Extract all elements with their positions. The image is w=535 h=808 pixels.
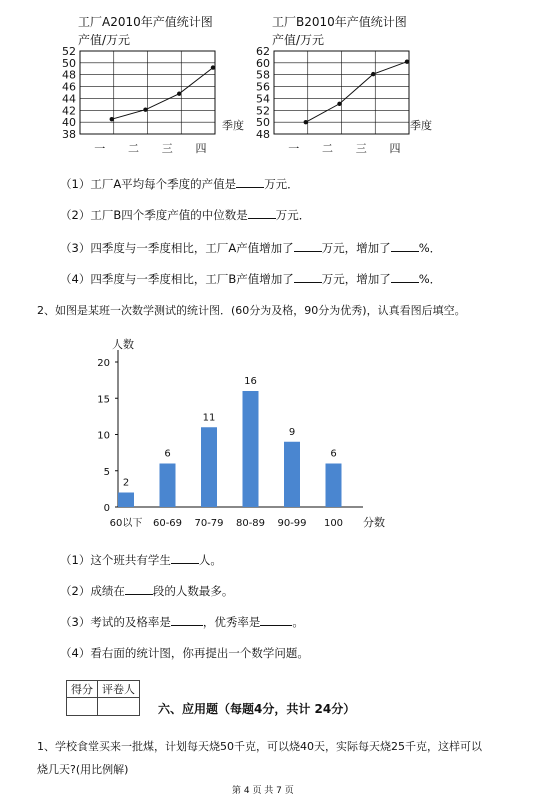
data-label: 2 [122, 477, 130, 489]
bar [160, 464, 176, 508]
score-box [66, 680, 140, 716]
factory-a-line-chart [40, 10, 255, 160]
score-cell[interactable] [67, 698, 98, 716]
chart-b-ylabel: 产值/万元 [272, 33, 325, 47]
data-point [211, 65, 215, 69]
bar [326, 464, 342, 508]
question-text: （3）考试的及格率是 [60, 615, 171, 629]
application-problem-1-line1: 1、学校食堂买来一批煤，计划每天烧50千克，可以烧40天，实际每天烧25千克，这样可以 [37, 740, 482, 753]
question-2-2 [60, 583, 233, 599]
data-label: 6 [164, 448, 171, 460]
x-tick-label: 一 [288, 142, 300, 155]
y-tick-label: 15 [97, 394, 110, 406]
answer-blank[interactable] [125, 583, 153, 595]
question-text: %． [418, 241, 442, 255]
y-tick-label: 20 [97, 358, 110, 369]
bar-chart-y-ticks [97, 358, 118, 514]
answer-blank[interactable] [171, 614, 203, 626]
answer-blank[interactable] [391, 271, 419, 283]
bar-chart-ylabel: 人数 [112, 338, 134, 351]
y-tick-label: 56 [256, 80, 270, 94]
score-bar-chart [80, 330, 400, 535]
question-text: 万元，增加了 [321, 272, 391, 286]
question-2-3 [60, 614, 304, 630]
question-1-3 [60, 240, 441, 256]
bar-chart-x-ticks [110, 517, 343, 529]
y-tick-label: 48 [256, 128, 270, 141]
answer-blank[interactable] [248, 207, 276, 219]
data-label: 16 [244, 376, 257, 387]
question-text: （1）这个班共有学生 [60, 553, 171, 567]
y-tick-label: 38 [62, 128, 76, 141]
y-tick-label: 50 [256, 116, 270, 130]
chart-a-grid [80, 51, 215, 134]
data-point [371, 72, 375, 76]
factory-b-line-chart [234, 10, 449, 160]
question-1-2 [60, 207, 310, 223]
grader-cell[interactable] [98, 698, 140, 716]
chart-a-y-ticks [62, 45, 76, 141]
question-1-1 [60, 176, 299, 192]
data-point [143, 107, 147, 111]
chart-a-x-ticks [94, 142, 206, 155]
x-tick-label: 三 [355, 142, 367, 155]
data-label: 11 [202, 412, 216, 424]
question-text: 万元，增加了 [321, 241, 391, 255]
x-tick-label: 二 [322, 142, 333, 155]
answer-blank[interactable] [260, 614, 292, 626]
x-tick-label: 80-89 [235, 518, 266, 529]
bar-chart-bars [118, 391, 342, 507]
section-6-title: 六、应用题（每题4分，共计 24分） [158, 702, 356, 716]
x-tick-label: 四 [195, 142, 207, 155]
y-tick-label: 42 [62, 104, 76, 118]
application-problem-1-line2: 烧几天?(用比例解) [37, 763, 129, 776]
y-tick-label: 46 [62, 80, 76, 94]
question-text: （4）四季度与一季度相比，工厂B产值增加了 [60, 272, 294, 286]
grader-label: 评卷人 [98, 681, 140, 698]
data-point [304, 120, 308, 124]
chart-b-xlabel: 季度 [410, 119, 432, 132]
y-tick-label: 44 [62, 92, 76, 106]
chart-a-ylabel: 产值/万元 [78, 33, 131, 47]
answer-blank[interactable] [294, 240, 322, 252]
chart-b-grid [274, 51, 409, 134]
question-text: 段的人数最多。 [152, 584, 234, 598]
bar [284, 442, 300, 507]
data-point [405, 59, 409, 63]
question-text: ，优秀率是 [202, 615, 261, 629]
page-footer: 第 4 页 共 7 页 [232, 786, 294, 796]
score-label: 得分 [67, 681, 98, 698]
answer-blank[interactable] [391, 240, 419, 252]
question-2-1 [60, 552, 222, 568]
x-tick-label: 60-69 [152, 518, 183, 529]
data-point [337, 102, 341, 106]
question-text: 。 [292, 615, 304, 629]
chart-a-title: 工厂A2010年产值统计图 [78, 15, 213, 29]
data-label: 9 [288, 426, 296, 438]
chart-b-title: 工厂B2010年产值统计图 [272, 15, 407, 29]
y-tick-label: 62 [256, 45, 270, 58]
question-text: 万元． [264, 177, 299, 191]
problem-2-stem: 2、如图是某班一次数学测试的统计图．(60分为及格，90分为优秀)，认真看图后填空。 [37, 304, 466, 317]
question-text: %． [418, 272, 442, 286]
y-tick-label: 52 [62, 45, 76, 58]
question-2-4: （4）看右面的统计图，你再提出一个数学问题。 [60, 646, 309, 660]
question-text: （3）四季度与一季度相比，工厂A产值增加了 [60, 241, 294, 255]
question-1-4 [60, 271, 441, 287]
data-point [177, 91, 181, 95]
data-point [110, 117, 114, 121]
chart-b-series-line [306, 62, 407, 122]
question-text: （2）成绩在 [60, 584, 125, 598]
x-tick-label: 三 [161, 142, 173, 155]
chart-b-x-ticks [288, 142, 400, 155]
y-tick-label: 52 [256, 104, 270, 118]
x-tick-label: 70-79 [194, 518, 224, 529]
answer-blank[interactable] [294, 271, 322, 283]
y-tick-label: 50 [62, 56, 76, 70]
x-tick-label: 一 [94, 142, 106, 155]
y-tick-label: 58 [256, 68, 270, 82]
y-tick-label: 48 [62, 68, 76, 82]
y-tick-label: 10 [97, 430, 110, 442]
chart-b-y-ticks [256, 45, 270, 141]
question-text: 万元． [275, 208, 311, 222]
y-tick-label: 40 [62, 116, 76, 130]
answer-blank[interactable] [171, 552, 199, 564]
x-tick-label: 100 [323, 518, 344, 529]
question-text: （2）工厂B四个季度产值的中位数是 [60, 208, 248, 222]
chart-a-xlabel: 季度 [222, 119, 244, 132]
y-tick-label: 5 [103, 466, 110, 478]
chart-a-points [110, 65, 216, 121]
bar-chart-xlabel: 分数 [363, 516, 385, 529]
x-tick-label: 四 [389, 142, 401, 155]
bar [243, 391, 259, 507]
question-text: （1）工厂A平均每个季度的产值是 [60, 177, 237, 191]
chart-a-series-line [112, 68, 213, 120]
x-tick-label: 二 [128, 142, 139, 155]
bar [201, 427, 217, 507]
y-tick-label: 60 [256, 56, 270, 70]
y-tick-label: 54 [256, 92, 270, 106]
x-tick-label: 90-99 [277, 518, 307, 529]
y-tick-label: 0 [103, 503, 110, 514]
bar-chart-data-labels [123, 376, 337, 489]
data-label: 6 [330, 448, 337, 460]
question-text: 人。 [198, 553, 222, 567]
bar [118, 493, 134, 508]
answer-blank[interactable] [236, 176, 264, 188]
x-tick-label: 60以下 [109, 518, 143, 529]
